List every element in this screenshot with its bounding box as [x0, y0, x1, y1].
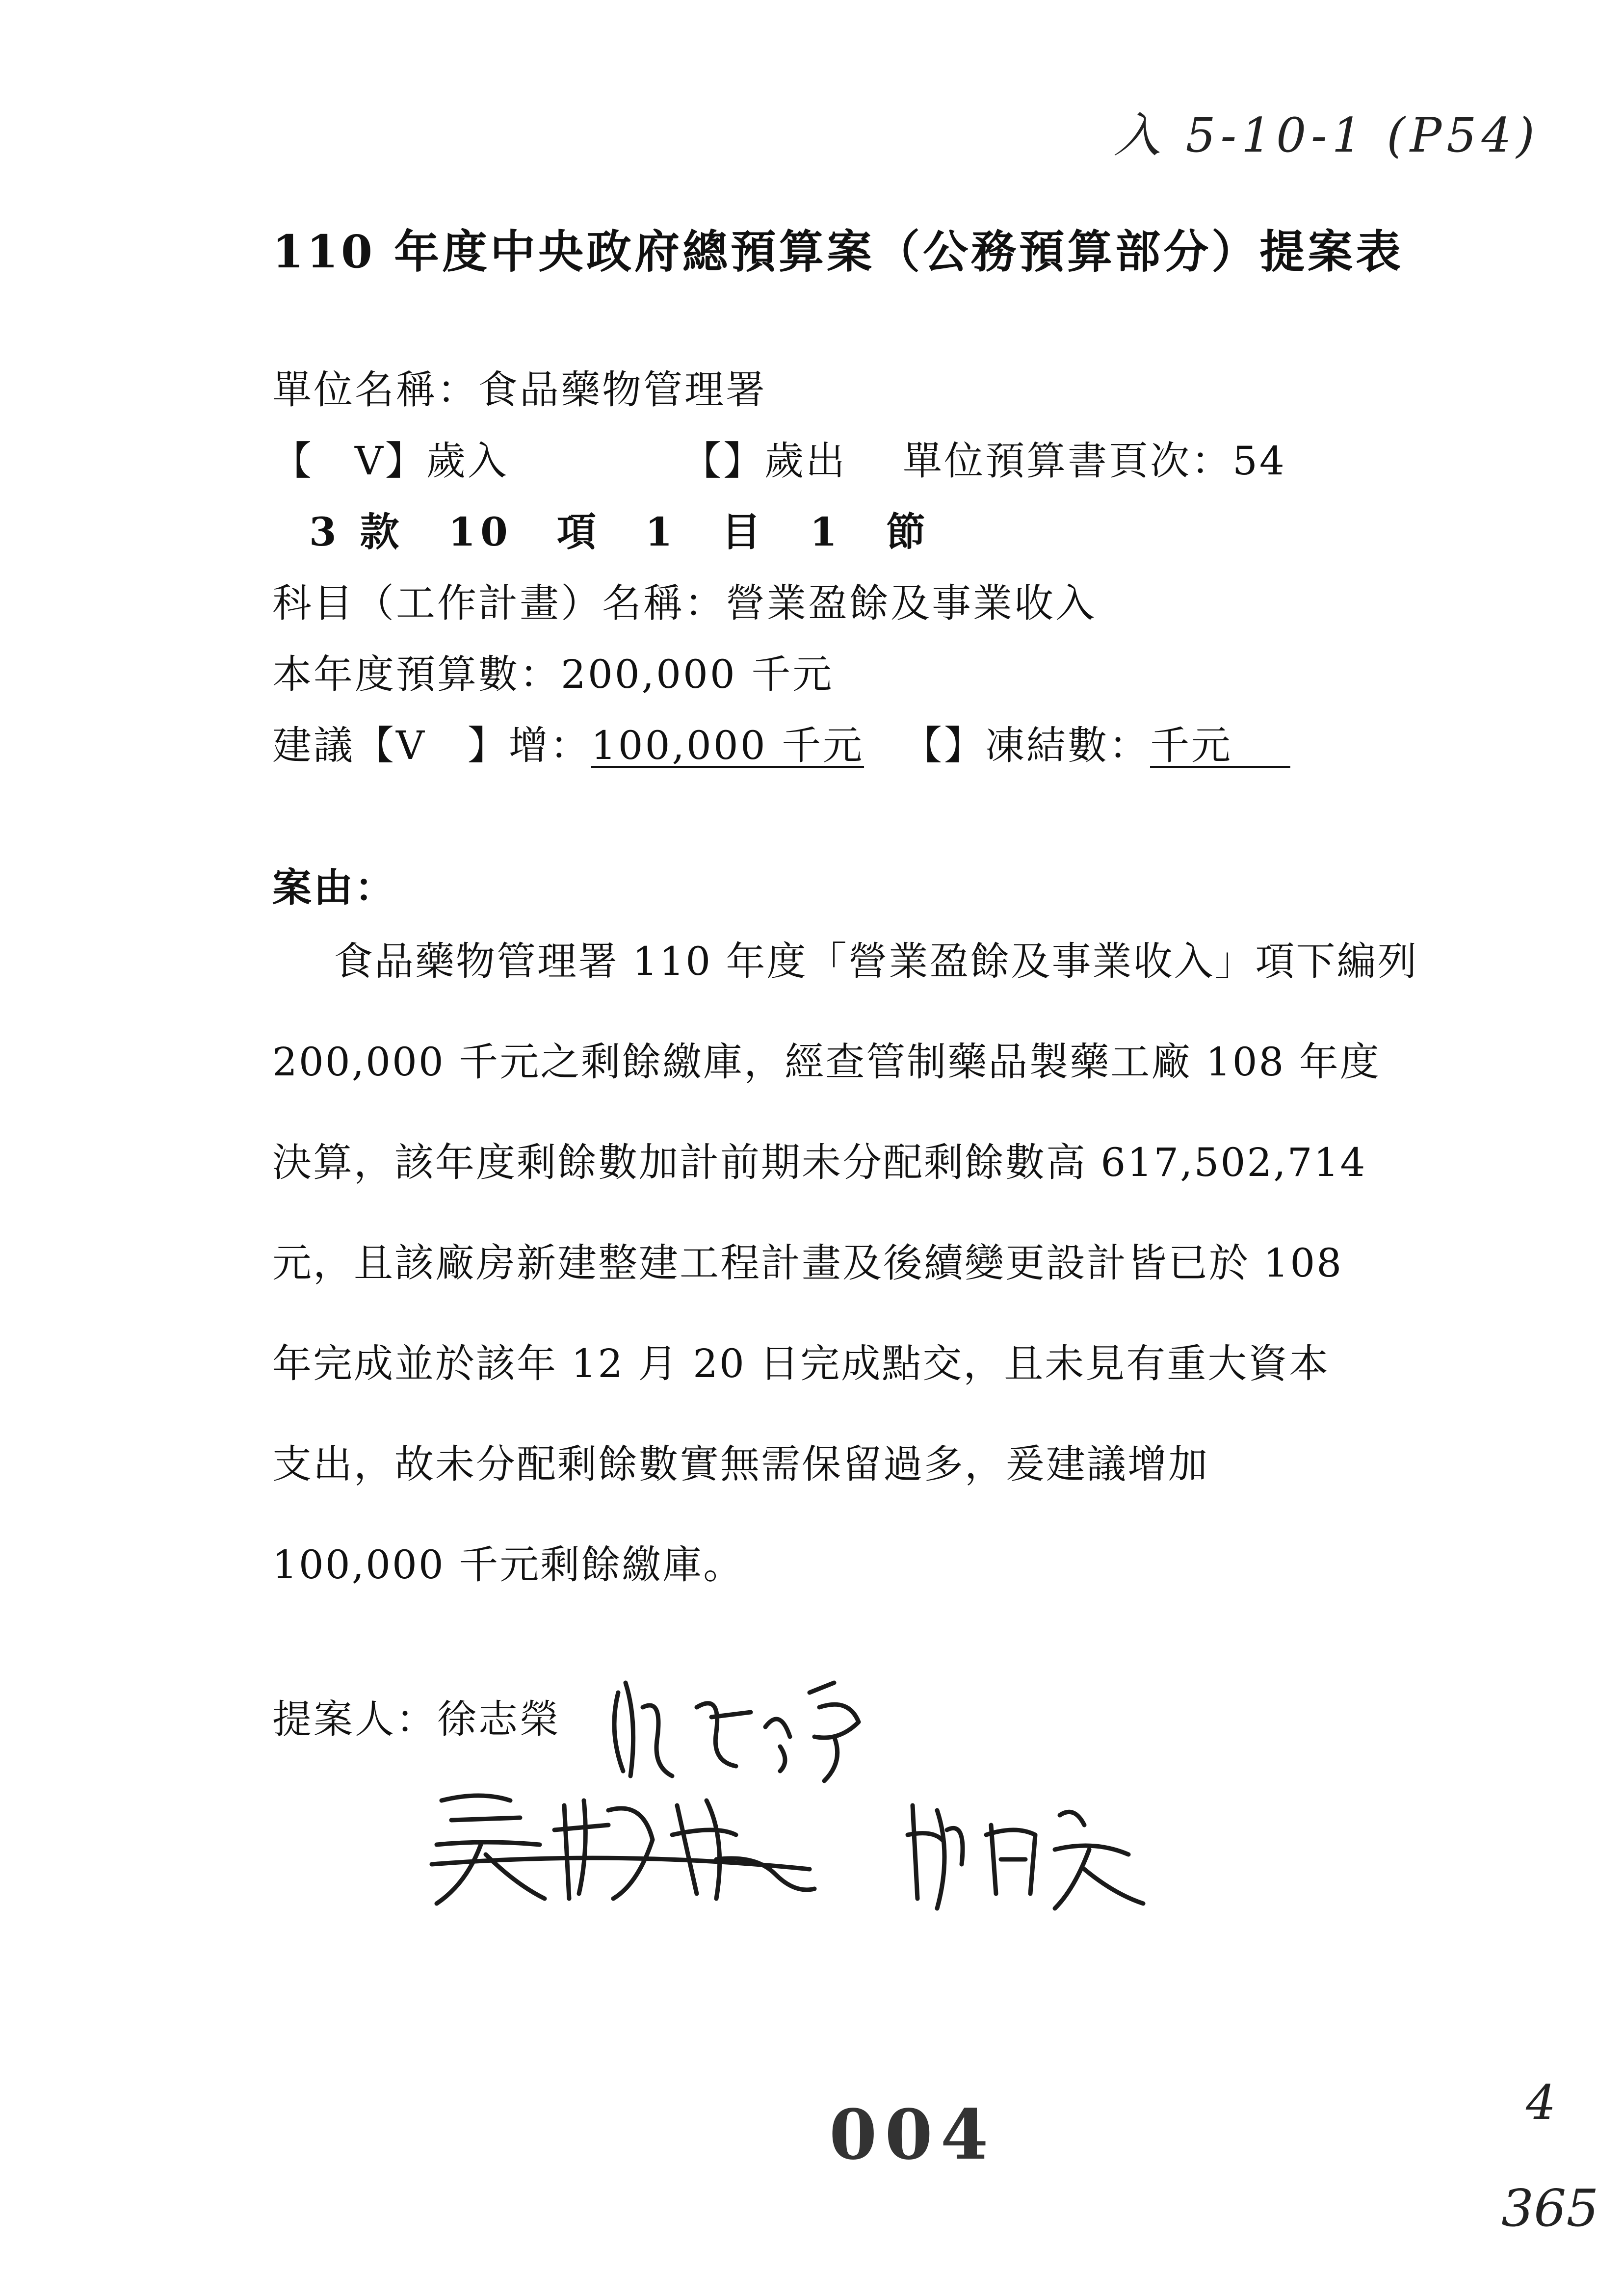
- freeze-row: [903, 714, 1290, 770]
- budget-label: 本年度預算數：: [272, 652, 561, 697]
- reason-line-1: 食品藥物管理署 110 年度「營業盈餘及事業收入」項下編列: [334, 939, 1418, 984]
- proposal-label: 建議【V 】增：: [272, 723, 591, 768]
- proposal-row: [272, 714, 864, 770]
- subject-value: 營業盈餘及事業收入: [726, 580, 1097, 626]
- signature-2: [422, 1771, 824, 1918]
- classification-row: 3 款 10 項 1 目 1 節: [309, 509, 931, 555]
- reason-line-2: 200,000 千元之剩餘繳庫，經查管制藥品製藥工廠 108 年度: [272, 1039, 1381, 1085]
- reason-line-5: 年完成並於該年 12 月 20 日完成點交，且未見有重大資本: [272, 1341, 1330, 1386]
- unit-name-row: [272, 358, 767, 415]
- reason-line-7: 100,000 千元剩餘繳庫。: [272, 1542, 744, 1588]
- bottom-right-annotation-2: 365: [1501, 2178, 1599, 2238]
- subject-row: [272, 572, 1097, 628]
- freeze-label: 【】凍結數：: [903, 723, 1150, 768]
- proposer-label: 提案人：徐志榮: [272, 1696, 561, 1742]
- revenue-box: 【 V】歲入: [272, 438, 509, 484]
- proposal-increase-value: 100,000 千元: [591, 723, 864, 768]
- bottom-right-annotation-1: 4: [1526, 2075, 1556, 2130]
- reason-heading: 案由：: [272, 864, 396, 911]
- reason-line-6: 支出，故未分配剩餘數實無需保留過多，爰建議增加: [272, 1441, 1209, 1487]
- page-number: 004: [829, 2095, 996, 2175]
- budget-value: 200,000 千元: [561, 652, 834, 697]
- signature-3: [898, 1781, 1153, 1918]
- page-title: 110 年度中央政府總預算案（公務預算部分）提案表: [272, 225, 1404, 278]
- budget-row: [272, 643, 834, 699]
- subject-label: 科目（工作計畫）名稱：: [272, 580, 726, 626]
- reason-line-4: 元，且該廠房新建整建工程計畫及後續變更設計皆已於 108: [272, 1240, 1343, 1286]
- expense-box: 【】歲出: [682, 438, 847, 484]
- unit-name-label: 單位名稱：: [272, 367, 478, 413]
- reason-line-3: 決算，該年度剩餘數加計前期未分配剩餘數高 617,502,714: [272, 1140, 1367, 1185]
- unit-name-value: 食品藥物管理署: [478, 367, 767, 413]
- top-right-annotation: 入 5-10-1 (P54): [1114, 108, 1540, 163]
- freeze-value: 千元: [1150, 723, 1232, 768]
- budget-page-label: 單位預算書頁次：54: [903, 438, 1286, 484]
